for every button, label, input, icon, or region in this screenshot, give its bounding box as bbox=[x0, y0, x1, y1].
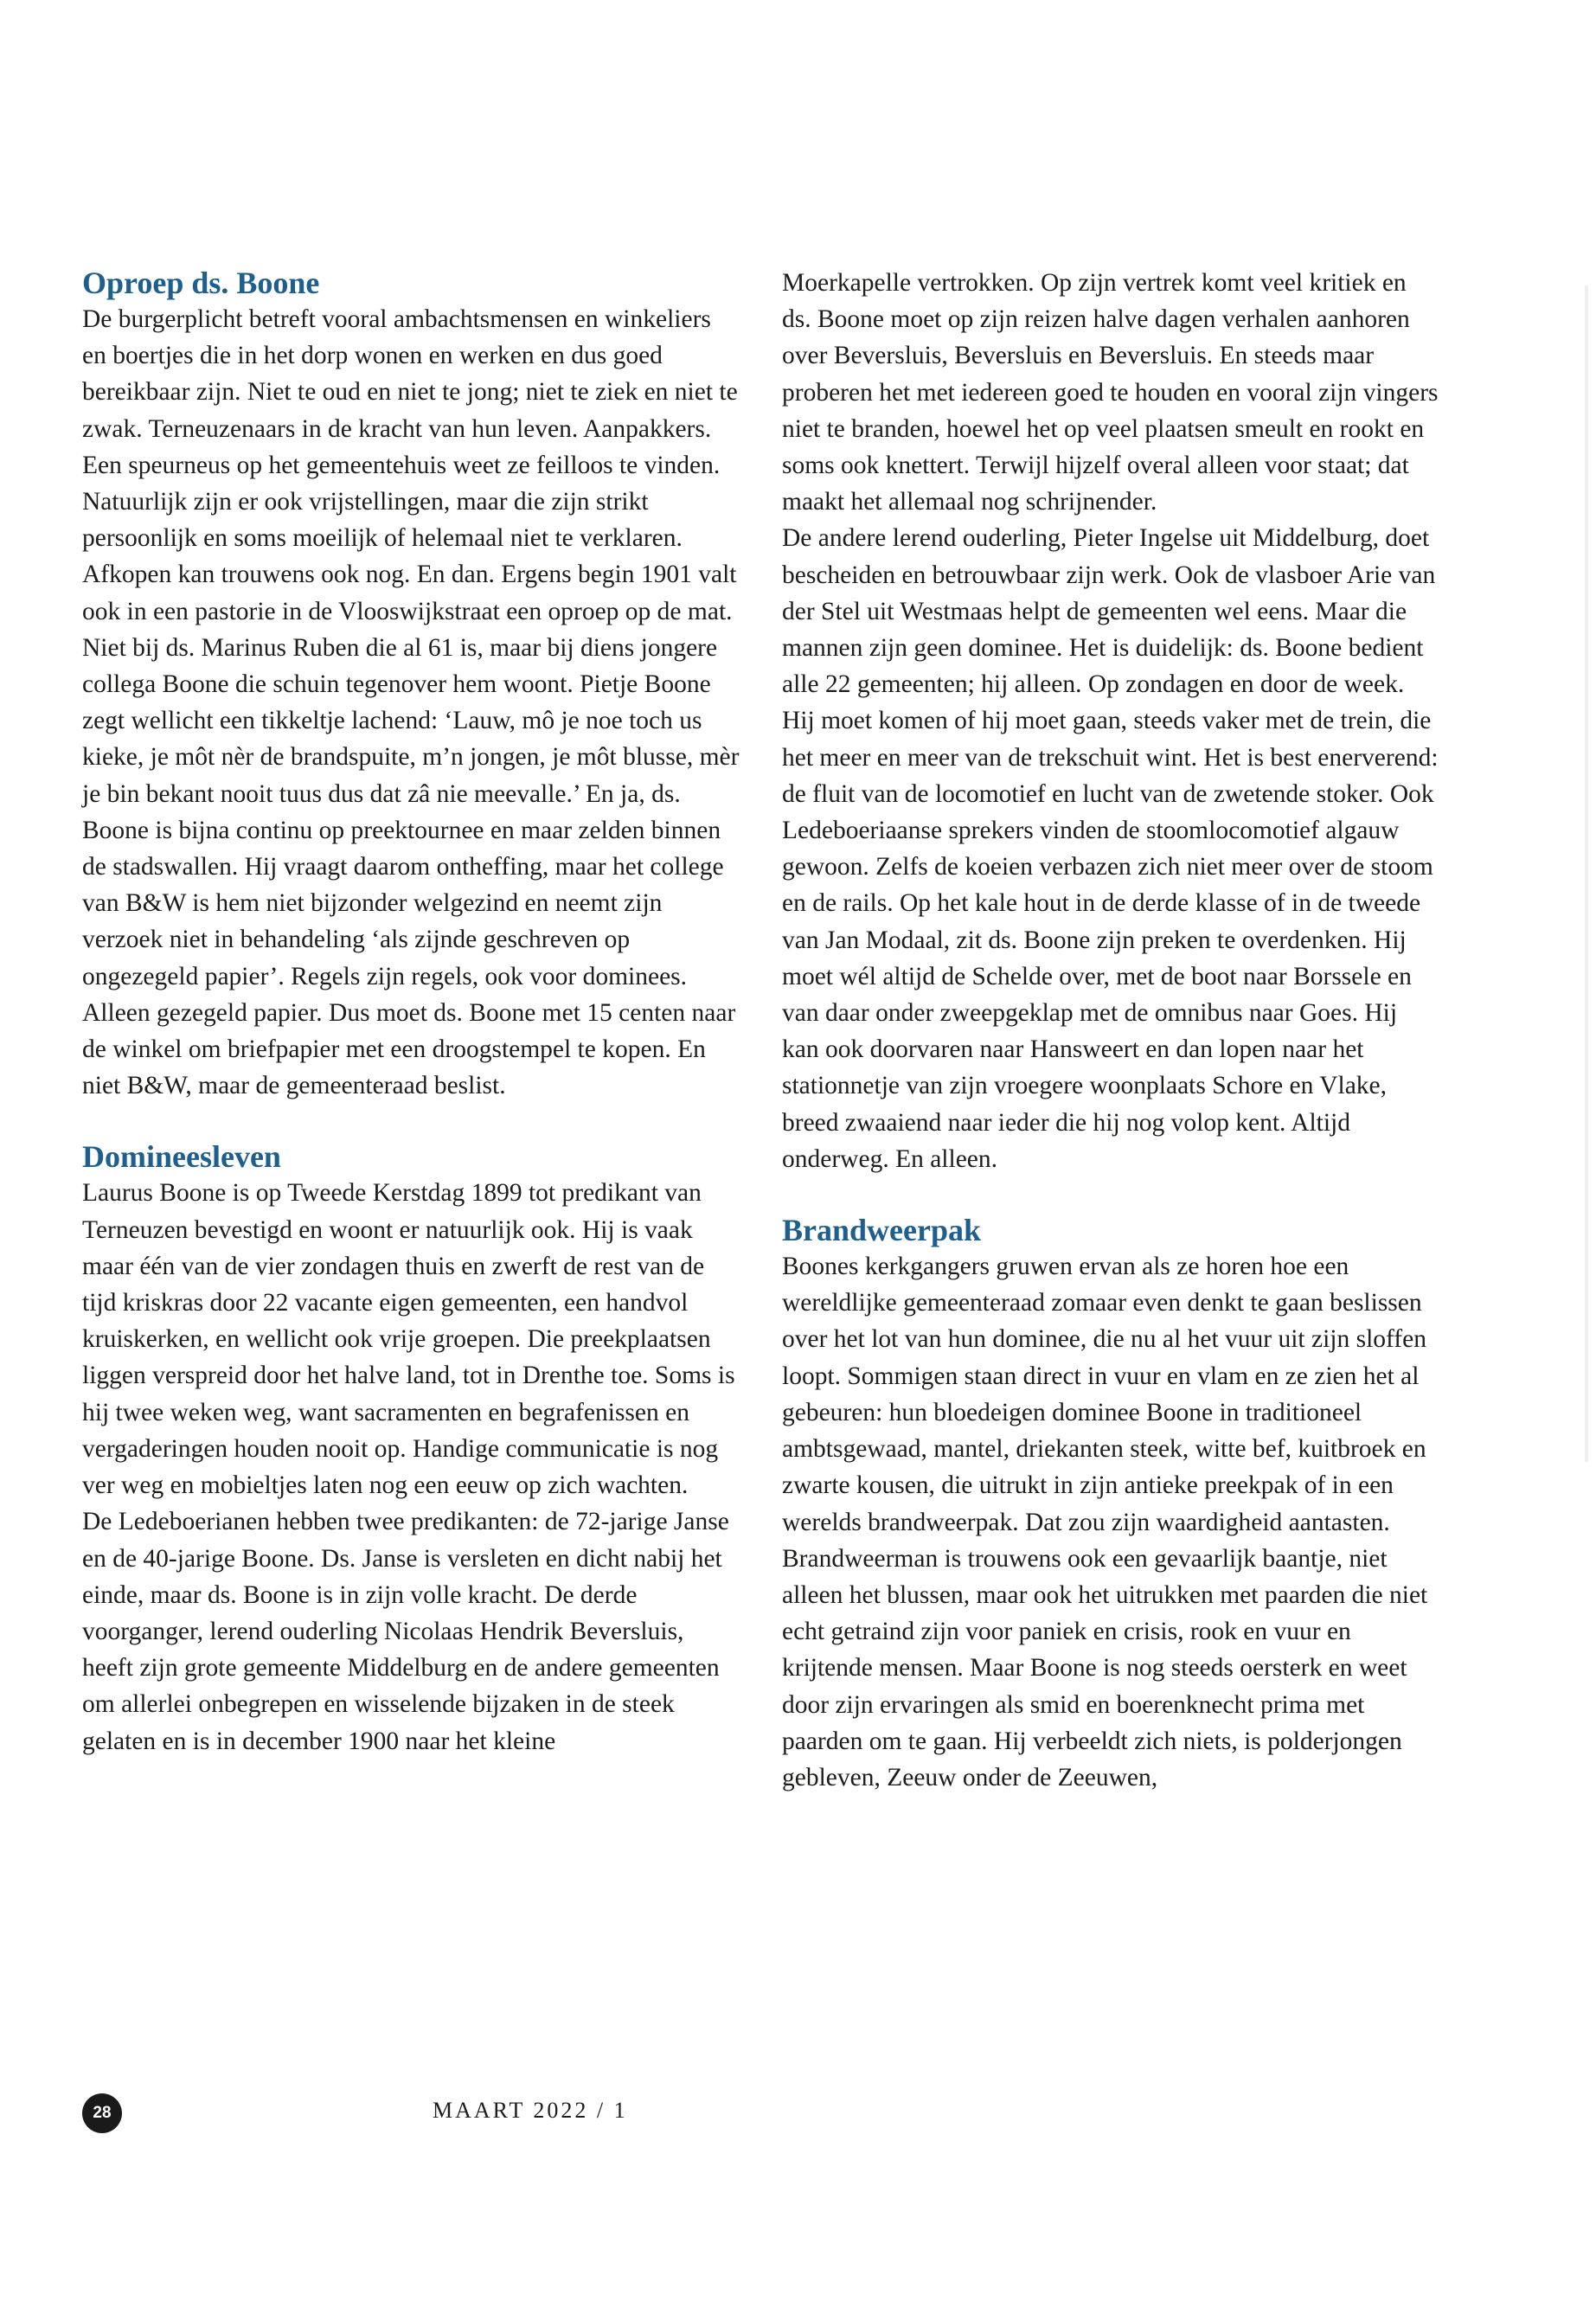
heading-oproep: Oproep ds. Boone bbox=[82, 266, 320, 300]
paragraph-domineesleven-1: Laurus Boone is op Tweede Kerstdag 1899 tot predikant van Terneuzen bevestigd en woont er natuurlijk ook. Hij is vaak maar één van de vier zondagen thuis en zwerft de rest van de tijd kriskras door 22 vacante eigen gemeenten, een handvol kruiskerken, en wellicht ook vrije groepen. Die preekplaatsen liggen verspreid door het halve land, tot in Drenthe toe. Soms is hij twee weken weg, want sacramenten en begrafenissen en vergaderingen houden nooit op. Handige communicatie is nog ver weg en mobieltjes laten nog een eeuw op zich wachten. bbox=[82, 1179, 735, 1500]
paragraph-domineesleven-2: De Ledeboerianen hebben twee predikanten: de 72-jarige Janse en de 40-jarige Boone. Ds. Janse is versleten en dicht nabij het einde, maar ds. Boone is in zijn volle kracht. De derde voorganger, lerend ouderling Nicolaas Hendrik Beversluis, heeft zijn grote gemeente Middelburg en de andere gemeenten om allerlei onbegrepen en wisselende bijzaken in de steek gelaten en is in december 1900 naar het kleine bbox=[82, 1508, 729, 1755]
heading-brandweerpak: Brandweerpak bbox=[782, 1213, 982, 1248]
heading-domineesleven: Domineesleven bbox=[82, 1139, 281, 1175]
paragraph-oproep: De burgerplicht betreft vooral ambachtsmensen en winkeliers en boertjes die in het dorp wonen en werken en dus goed bereikbaar zijn. Niet te oud en niet te jong; niet te ziek en niet te zwak. Terneuzenaars in de kracht van hun leven. Aanpakkers. Een speurneus op het gemeentehuis weet ze feilloos te vinden. Natuurlijk zijn er ook vrijstellingen, maar die zijn strikt persoonlijk en soms moeilijk of helemaal niet te verklaren. Afkopen kan trouwens ook nog. En dan. Ergens begin 1901 valt ook in een pastorie in de Vlooswijkstraat een oproep op de mat. Niet bij ds. Marinus Ruben die al 61 is, maar bij diens jongere collega Boone die schuin tegenover hem woont. Pietje Boone zegt wellicht een tikkeltje lachend: ‘Lauw, mô je noe toch us kieke, je môt nèr de brandspuite, m’n jongen, je môt blusse, mèr je bin bekant nooit tuus dus dat zâ nie meevalle.’ En ja, ds. Boone is bijna continu op preektournee en maar zelden binnen de stadswallen. Hij vraagt daarom ontheffing, maar het college van B&W is hem niet bijzonder welgezind en neemt zijn verzoek niet in behandeling ‘als zijnde geschreven op ongezegeld papier’. Regels zijn regels, ook voor dominees. Alleen gezegeld papier. Dus moet ds. Boone met 15 centen naar de winkel om briefpapier met een droogstempel te kopen. En niet B&W, maar de gemeenteraad beslist. bbox=[82, 305, 740, 1100]
paragraph-ingelse: De andere lerend ouderling, Pieter Ingelse uit Middelburg, doet bescheiden en betrouwbaar zijn werk. Ook de vlasboer Arie van der Stel uit Westmaas helpt de gemeenten wel eens. Maar die mannen zijn geen dominee. Het is duidelijk: ds. Boone bedient alle 22 gemeenten; hij alleen. Op zondagen en door de week. Hij moet komen of hij moet gaan, steeds vaker met de trein, die het meer en meer van de trekschuit wint. Het is best enerverend: de fluit van de locomotief en lucht van de zwetende stoker. Ook Ledeboeriaanse sprekers vinden de stoomlocomotief algauw gewoon. Zelfs de koeien verbazen zich niet meer over de stoom en de rails. Op het kale hout in de derde klasse of in de tweede van Jan Modaal, zit ds. Boone zijn preken te overdenken. Hij moet wél altijd de Schelde over, met de boot naar Borssele en van daar onder zweepgeklap met de omnibus naar Goes. Hij kan ook doorvaren naar Hansweert en dan lopen naar het stationnetje van zijn vroegere woonplaats Schore en Vlake, breed zwaaiend naar ieder die hij nog volop kent. Altijd onderweg. En alleen. bbox=[782, 524, 1439, 1173]
issue-label: MAART 2022 / 1 bbox=[433, 2098, 628, 2123]
page-edge-divider bbox=[1585, 285, 1588, 1462]
page-number-badge: 28 bbox=[82, 2093, 122, 2133]
right-column bbox=[782, 265, 1439, 1796]
paragraph-brandweerpak: Boones kerkgangers gruwen ervan als ze horen hoe een wereldlijke gemeenteraad zomaar even denkt te gaan beslissen over het lot van hun dominee, die nu al het vuur uit zijn sloffen loopt. Sommigen staan direct in vuur en vlam en ze zien het al gebeuren: hun bloedeigen dominee Boone in traditioneel ambtsgewaad, mantel, driekanten steek, witte bef, kuitbroek en zwarte kousen, die uitrukt in zijn antieke preekpak of in een werelds brandweerpak. Dat zou zijn waardigheid aantasten. Brandweerman is trouwens ook een gevaarlijk baantje, niet alleen het blussen, maar ook het uitrukken met paarden die niet echt getraind zijn voor paniek en crisis, rook en vuur en krijtende mensen. Maar Boone is nog steeds oersterk en weet door zijn ervaringen als smid en boerenknecht prima met paarden om te gaan. Hij verbeeldt zich niets, is polderjongen gebleven, Zeeuw onder de Zeeuwen, bbox=[782, 1253, 1428, 1791]
left-column bbox=[82, 265, 740, 1759]
paragraph-moerkapelle: Moerkapelle vertrokken. Op zijn vertrek komt veel kritiek en ds. Boone moet op zijn reizen halve dagen verhalen aanhoren over Beversluis, Beversluis en Beversluis. En steeds maar proberen het met iedereen goed te houden en vooral zijn vingers niet te branden, hoewel het op veel plaatsen smeult en rookt en soms ook knettert. Terwijl hijzelf overal alleen voor staat; dat maakt het allemaal nog schrijnender. bbox=[782, 269, 1439, 516]
